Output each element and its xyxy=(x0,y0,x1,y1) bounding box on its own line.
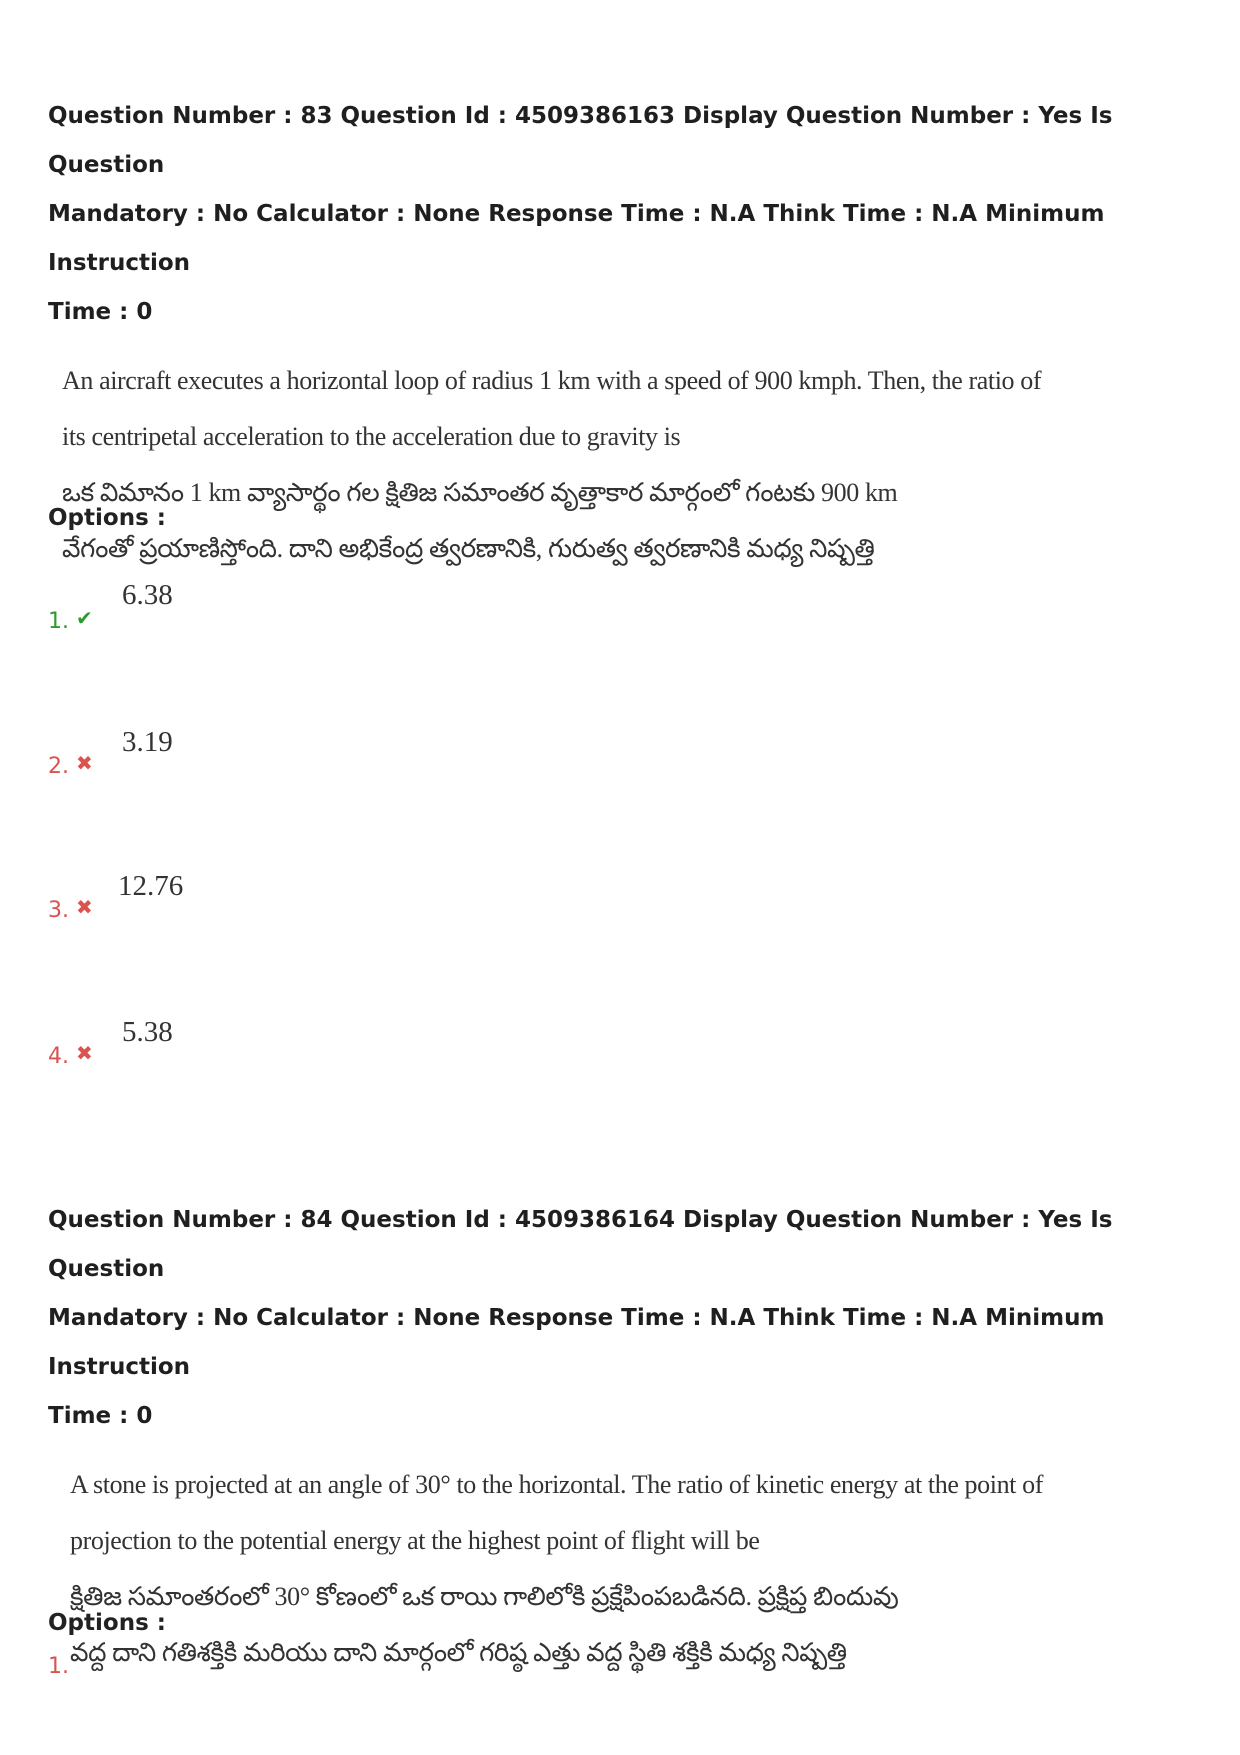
header-line-3: Time : 0 xyxy=(48,299,153,325)
options-label: Options : xyxy=(48,1610,166,1636)
option-value: 3.19 xyxy=(122,726,173,758)
cross-icon: ✖ xyxy=(76,751,93,775)
question-text-en-2: its centripetal acceleration to the acceleration due to gravity is xyxy=(62,422,681,451)
option-number: 3. xyxy=(48,898,69,923)
option-number: 1. xyxy=(48,609,69,634)
question-text-te-2: వద్ద దాని గతిశక్తికి మరియు దాని మార్గంలో గరిష్ఠ ఎత్తు వద్ద స్థితి శక్తికి మధ్య నిష్పత్తి xyxy=(70,1638,847,1667)
option-1[interactable] xyxy=(48,1650,648,1700)
header-line-2: Mandatory : No Calculator : None Response Time : N.A Think Time : N.A Minimum Instruction xyxy=(48,201,1105,276)
option-3[interactable] xyxy=(48,864,648,944)
option-number: 1. xyxy=(48,1654,69,1679)
cross-icon: ✖ xyxy=(76,1041,93,1065)
options-84 xyxy=(48,1610,1208,1730)
options-label: Options : xyxy=(48,505,166,531)
option-number: 4. xyxy=(48,1044,69,1069)
header-line-2: Mandatory : No Calculator : None Response Time : N.A Think Time : N.A Minimum Instruction xyxy=(48,1305,1105,1380)
option-2[interactable] xyxy=(48,720,648,800)
question-header xyxy=(48,1196,1208,1441)
question-text-en-1: An aircraft executes a horizontal loop of radius 1 km with a speed of 900 kmph. Then, the ratio of xyxy=(62,366,1042,395)
question-text-en-1: A stone is projected at an angle of 30° to the horizontal. The ratio of kinetic energy at the point of xyxy=(70,1470,1043,1499)
question-text-te-1: ఒక విమానం 1 km వ్యాసార్థం గల క్షితిజ సమాంతర వృత్తాకార మార్గంలో గంటకు 900 km xyxy=(62,478,898,507)
option-1[interactable] xyxy=(48,575,648,655)
header-line-1: Question Number : 83 Question Id : 4509386163 Display Question Number : Yes Is Question xyxy=(48,103,1113,178)
option-number: 2. xyxy=(48,754,69,779)
header-line-1: Question Number : 84 Question Id : 4509386164 Display Question Number : Yes Is Question xyxy=(48,1207,1113,1282)
option-value: 6.38 xyxy=(122,579,173,611)
option-value: 5.38 xyxy=(122,1016,173,1048)
option-4[interactable] xyxy=(48,1010,648,1090)
question-text-te-1: క్షితిజ సమాంతరంలో 30° కోణంలో ఒక రాయి గాలిలోకి ప్రక్షేపింపబడినది. ప్రక్షిప్త బిందువు xyxy=(70,1582,899,1611)
question-header xyxy=(48,92,1208,337)
options-83 xyxy=(48,505,1208,1069)
question-84 xyxy=(48,1196,1208,1681)
cross-icon: ✖ xyxy=(76,895,93,919)
option-value: 12.76 xyxy=(118,870,184,902)
header-line-3: Time : 0 xyxy=(48,1403,153,1429)
question-text-te-2: వేగంతో ప్రయాణిస్తోంది. దాని అభికేంద్ర త్వరణానికి, గురుత్వ త్వరణానికి మధ్య నిష్పత్తి xyxy=(62,534,875,563)
check-icon: ✔ xyxy=(76,606,93,630)
question-text-en-2: projection to the potential energy at the highest point of flight will be xyxy=(70,1526,760,1555)
